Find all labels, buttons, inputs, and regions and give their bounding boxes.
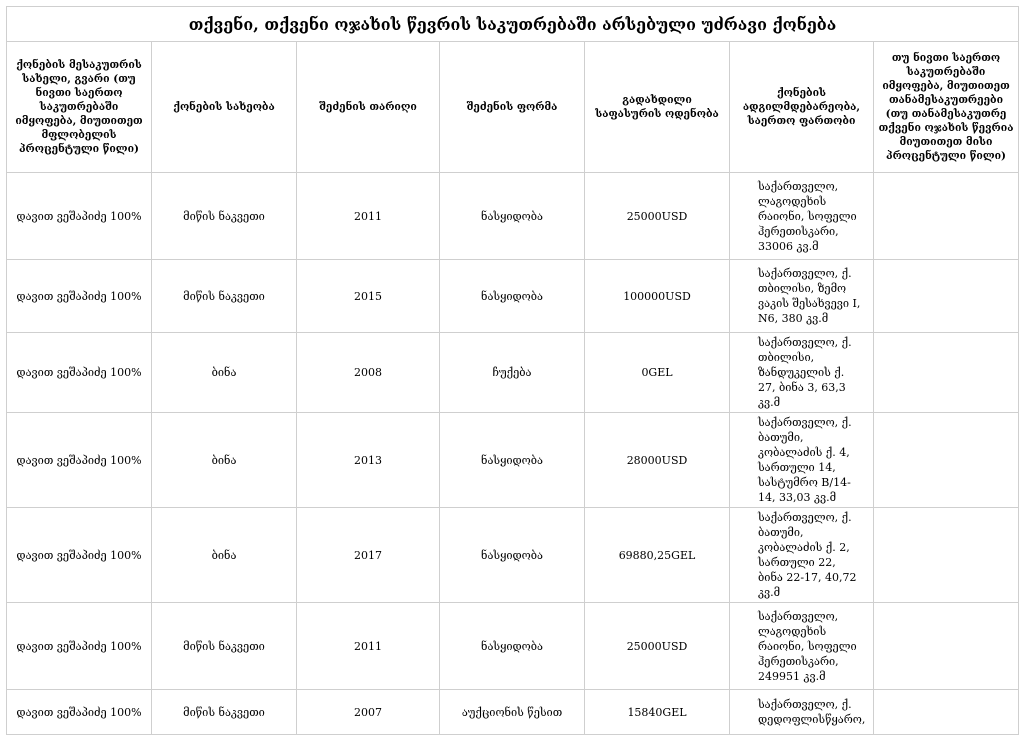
type-cell: მიწის ნაკვეთი — [152, 260, 297, 333]
date-cell: 2011 — [297, 173, 440, 260]
date-cell: 2007 — [297, 690, 440, 735]
price-cell: 28000USD — [585, 413, 730, 508]
price-cell: 69880,25GEL — [585, 508, 730, 603]
table-row — [7, 603, 1019, 690]
owner-cell: დავით ვეშაპიძე 100% — [7, 413, 152, 508]
coowners-cell — [874, 690, 1019, 735]
type-cell: მიწის ნაკვეთი — [152, 603, 297, 690]
form-cell: ნასყიდობა — [440, 508, 585, 603]
form-cell: აუქციონის წესით — [440, 690, 585, 735]
table-row — [7, 173, 1019, 260]
price-cell: 100000USD — [585, 260, 730, 333]
price-cell: 15840GEL — [585, 690, 730, 735]
coowners-cell — [874, 260, 1019, 333]
location-cell: საქართველო, ქ. დედოფლისწყარო, — [730, 690, 874, 735]
header-owner: ქონების მესაკუთრის სახელი, გვარი (თუ ნივთი საერთო საკუთრებაში იმყოფება, მიუთითეთ მფლობელის პროცენტული წილი) — [7, 42, 152, 173]
owner-cell: დავით ვეშაპიძე 100% — [7, 260, 152, 333]
owner-cell: დავით ვეშაპიძე 100% — [7, 508, 152, 603]
date-cell: 2015 — [297, 260, 440, 333]
type-cell: მიწის ნაკვეთი — [152, 173, 297, 260]
coowners-cell — [874, 413, 1019, 508]
form-cell: ჩუქება — [440, 333, 585, 413]
location-cell: საქართველო, ქ. ბათუმი, კობალაძის ქ. 2, სართული 22, ბინა 22-17, 40,72 კვ.მ — [730, 508, 874, 603]
coowners-cell — [874, 508, 1019, 603]
header-date: შეძენის თარიღი — [297, 42, 440, 173]
table-row — [7, 333, 1019, 413]
type-cell: მიწის ნაკვეთი — [152, 690, 297, 735]
table-title: თქვენი, თქვენი ოჯახის წევრის საკუთრებაში არსებული უძრავი ქონება — [7, 7, 1019, 42]
coowners-cell — [874, 333, 1019, 413]
table-row — [7, 260, 1019, 333]
price-cell: 25000USD — [585, 603, 730, 690]
location-cell: საქართველო, ქ. თბილისი, ზანდუკელის ქ. 27, ბინა 3, 63,3 კვ.მ — [730, 333, 874, 413]
header-form: შეძენის ფორმა — [440, 42, 585, 173]
header-price: გადახდილი საფასურის ოდენობა — [585, 42, 730, 173]
coowners-cell — [874, 603, 1019, 690]
form-cell: ნასყიდობა — [440, 173, 585, 260]
property-table — [6, 6, 1019, 735]
date-cell: 2011 — [297, 603, 440, 690]
header-type: ქონების სახეობა — [152, 42, 297, 173]
table-row — [7, 508, 1019, 603]
owner-cell: დავით ვეშაპიძე 100% — [7, 173, 152, 260]
type-cell: ბინა — [152, 413, 297, 508]
owner-cell: დავით ვეშაპიძე 100% — [7, 603, 152, 690]
price-cell: 0GEL — [585, 333, 730, 413]
type-cell: ბინა — [152, 508, 297, 603]
form-cell: ნასყიდობა — [440, 603, 585, 690]
owner-cell: დავით ვეშაპიძე 100% — [7, 690, 152, 735]
coowners-cell — [874, 173, 1019, 260]
property-declaration — [6, 6, 1018, 735]
date-cell: 2013 — [297, 413, 440, 508]
price-cell: 25000USD — [585, 173, 730, 260]
location-cell: საქართველო, ლაგოდეხის რაიონი, სოფელი ჰერეთისკარი, 249951 კვ.მ — [730, 603, 874, 690]
table-row — [7, 690, 1019, 735]
form-cell: ნასყიდობა — [440, 413, 585, 508]
table-row — [7, 413, 1019, 508]
header-coowners: თუ ნივთი საერთო საკუთრებაში იმყოფება, მიუთითეთ თანამესაკუთრეები (თუ თანამესაკუთრე თქვენი ოჯახის წევრია მიუთითეთ მისი პროცენტული წილი) — [874, 42, 1019, 173]
owner-cell: დავით ვეშაპიძე 100% — [7, 333, 152, 413]
date-cell: 2008 — [297, 333, 440, 413]
location-cell: საქართველო, ქ. თბილისი, ზემო ვაკის შესახვევი I, N6, 380 კვ.მ — [730, 260, 874, 333]
header-row — [7, 42, 1019, 173]
location-cell: საქართველო, ლაგოდეხის რაიონი, სოფელი ჰერეთისკარი, 33006 კვ.მ — [730, 173, 874, 260]
type-cell: ბინა — [152, 333, 297, 413]
form-cell: ნასყიდობა — [440, 260, 585, 333]
date-cell: 2017 — [297, 508, 440, 603]
header-location: ქონების ადგილმდებარეობა, საერთო ფართობი — [730, 42, 874, 173]
location-cell: საქართველო, ქ. ბათუმი, კობალაძის ქ. 4, სართული 14, სასტუმრო B/14-14, 33,03 კვ.მ — [730, 413, 874, 508]
